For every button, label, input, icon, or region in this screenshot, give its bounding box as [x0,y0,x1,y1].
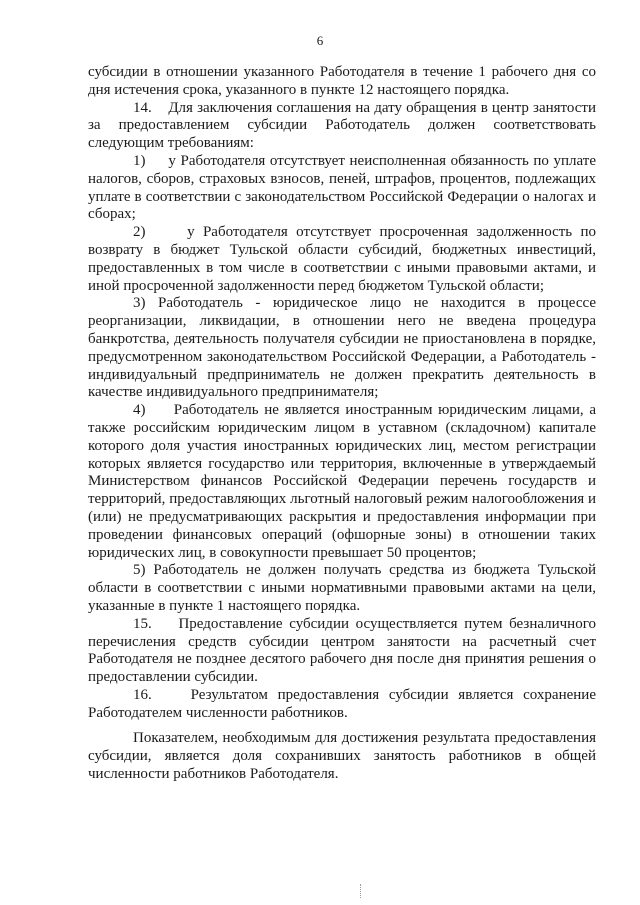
requirement-2: 2) у Работодателя отсутствует просроченная задолженность по возврату в бюджет Тульской области субсидий, бюджетных инвестиций, предоставленных в том числе в соответствии с иными правовыми актами, и иной просроченной задолженности перед бюджетом Тульской области; [88,224,596,294]
paragraph-indicator: Показателем, необходимым для достижения результата предоставления субсидии, является доля сохранивших занятость работников в общей численности работников Работодателя. [88,730,596,783]
page-number: 6 [316,33,324,48]
scan-artifact-mark [360,884,363,898]
paragraph-item-16: 16. Результатом предоставления субсидии является сохранение Работодателем численности работников. [88,686,596,721]
paragraph-item-14: 14. Для заключения соглашения на дату обращения в центр занятости за предоставлением субсидии Работодатель должен соответствовать следующим требованиям: [88,99,596,152]
requirement-5: 5) Работодатель не должен получать средства из бюджета Тульской области в соответствии с иными нормативными правовыми актами на цели, указанные в пункте 1 настоящего порядка. [88,562,596,614]
requirement-3: 3) Работодатель - юридическое лицо не находится в процессе реорганизации, ликвидации, в отношении него не введена процедура банкротства, деятельность получателя субсидии не приостановлена в порядке, предусмотренном законодательством Российской Федерации, а Работодатель - индивидуальный предприниматель не должен прекратить деятельность в качестве индивидуального предпринимателя; [88,295,596,401]
requirement-1: 1) у Работодателя отсутствует неисполненная обязанность по уплате налогов, сборов, страховых взносов, пеней, штрафов, процентов, подлежащих уплате в соответствии с законодательством Российской Федерации о налогах и сборах; [88,152,596,223]
document-body [88,64,596,784]
paragraph-item-15: 15. Предоставление субсидии осуществляется путем безналичного перечисления средств субсидии центром занятости на расчетный счет Работодателя не позднее десятого рабочего дня после дня принятия решения о предоставлении субсидии. [88,615,596,686]
requirement-4: 4) Работодатель не является иностранным юридическим лицами, а также российским юридическим лицом в уставном (складочном) капитале которого доля участия иностранных юридических лиц, местом регистрации которых является государство или территория, включенные в утверждаемый Министерством финансов Российской Федерации перечень государств и территорий, предоставляющих льготный налоговый режим налогообложения и (или) не предусматривающих раскрытия и предоставления информации при проведении финансовых операций (офшорные зоны) в отношении таких юридических лиц, в совокупности превышает 50 процентов; [88,402,596,561]
paragraph-continuation: субсидии в отношении указанного Работодателя в течение 1 рабочего дня со дня истечения срока, указанного в пункте 12 настоящего порядка. [88,64,596,98]
